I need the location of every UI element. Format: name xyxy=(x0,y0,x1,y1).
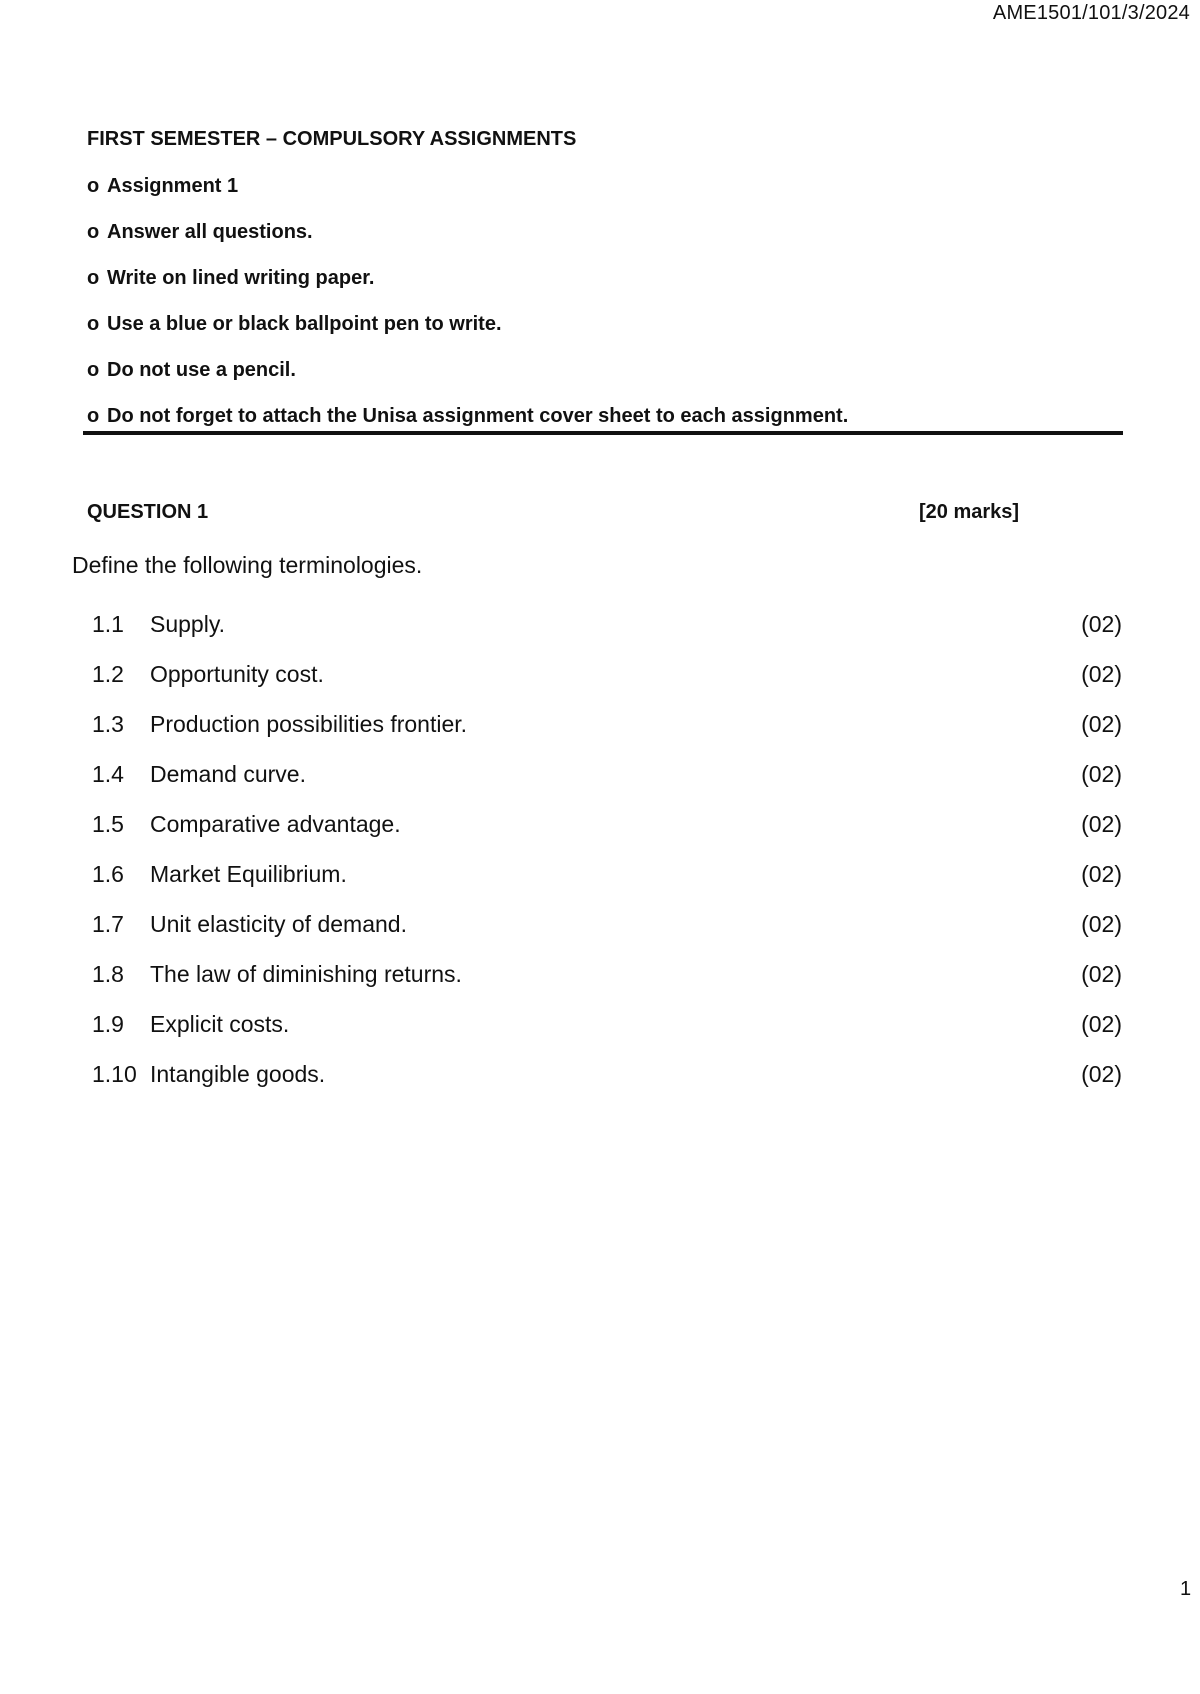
bullet-marker: o xyxy=(87,405,100,427)
question-item xyxy=(92,911,1122,961)
item-marks: (02) xyxy=(1081,811,1122,837)
bullet-marker: o xyxy=(87,221,100,243)
instruction-text: Assignment 1 xyxy=(107,175,239,197)
question-item xyxy=(92,811,1122,861)
item-text: Intangible goods. xyxy=(150,1061,326,1087)
instruction-item xyxy=(87,312,848,358)
question-item xyxy=(92,661,1122,711)
instruction-item xyxy=(87,220,848,266)
item-number: 1.9 xyxy=(92,1011,124,1037)
question-item xyxy=(92,711,1122,761)
item-number: 1.8 xyxy=(92,961,124,987)
item-text: Production possibilities frontier. xyxy=(150,711,468,737)
item-number: 1.10 xyxy=(92,1061,137,1087)
instruction-item xyxy=(87,174,848,220)
instruction-list xyxy=(87,174,848,450)
instruction-item xyxy=(87,404,848,450)
question-total-marks: [20 marks] xyxy=(919,501,1020,523)
question-intro: Define the following terminologies. xyxy=(72,552,423,578)
item-text: Explicit costs. xyxy=(150,1011,290,1037)
item-text: The law of diminishing returns. xyxy=(150,961,462,987)
item-text: Comparative advantage. xyxy=(150,811,401,837)
question-item xyxy=(92,861,1122,911)
question-item xyxy=(92,1011,1122,1061)
item-marks: (02) xyxy=(1081,911,1122,937)
item-text: Supply. xyxy=(150,611,226,637)
item-marks: (02) xyxy=(1081,661,1122,687)
item-marks: (02) xyxy=(1081,961,1122,987)
instruction-text: Do not use a pencil. xyxy=(107,359,296,381)
item-number: 1.7 xyxy=(92,911,124,937)
page-number: 1 xyxy=(1180,1578,1192,1600)
item-text: Market Equilibrium. xyxy=(150,861,347,887)
item-text: Demand curve. xyxy=(150,761,306,787)
instruction-text: Answer all questions. xyxy=(107,221,313,243)
item-number: 1.4 xyxy=(92,761,124,787)
item-marks: (02) xyxy=(1081,611,1122,637)
bullet-marker: o xyxy=(87,175,100,197)
section-divider xyxy=(83,431,1123,435)
instruction-item xyxy=(87,266,848,312)
instruction-item xyxy=(87,358,848,404)
question-item xyxy=(92,1061,1122,1111)
bullet-marker: o xyxy=(87,359,100,381)
instruction-text: Write on lined writing paper. xyxy=(107,267,375,289)
item-marks: (02) xyxy=(1081,861,1122,887)
question-item xyxy=(92,961,1122,1011)
item-marks: (02) xyxy=(1081,1011,1122,1037)
item-number: 1.2 xyxy=(92,661,124,687)
item-number: 1.5 xyxy=(92,811,124,837)
section-title: FIRST SEMESTER – COMPULSORY ASSIGNMENTS xyxy=(87,128,577,150)
question-item xyxy=(92,611,1122,661)
item-text: Opportunity cost. xyxy=(150,661,324,687)
item-number: 1.1 xyxy=(92,611,124,637)
item-marks: (02) xyxy=(1081,1061,1122,1087)
item-number: 1.6 xyxy=(92,861,124,887)
bullet-marker: o xyxy=(87,267,100,289)
item-marks: (02) xyxy=(1081,761,1122,787)
instruction-text: Do not forget to attach the Unisa assignment cover sheet to each assignment. xyxy=(107,405,849,427)
instruction-text: Use a blue or black ballpoint pen to write. xyxy=(107,313,502,335)
item-number: 1.3 xyxy=(92,711,124,737)
item-text: Unit elasticity of demand. xyxy=(150,911,407,937)
question-title: QUESTION 1 xyxy=(87,501,209,523)
item-marks: (02) xyxy=(1081,711,1122,737)
document-code: AME1501/101/3/2024 xyxy=(992,2,1190,24)
question-item-list xyxy=(92,611,1122,1111)
question-item xyxy=(92,761,1122,811)
bullet-marker: o xyxy=(87,313,100,335)
